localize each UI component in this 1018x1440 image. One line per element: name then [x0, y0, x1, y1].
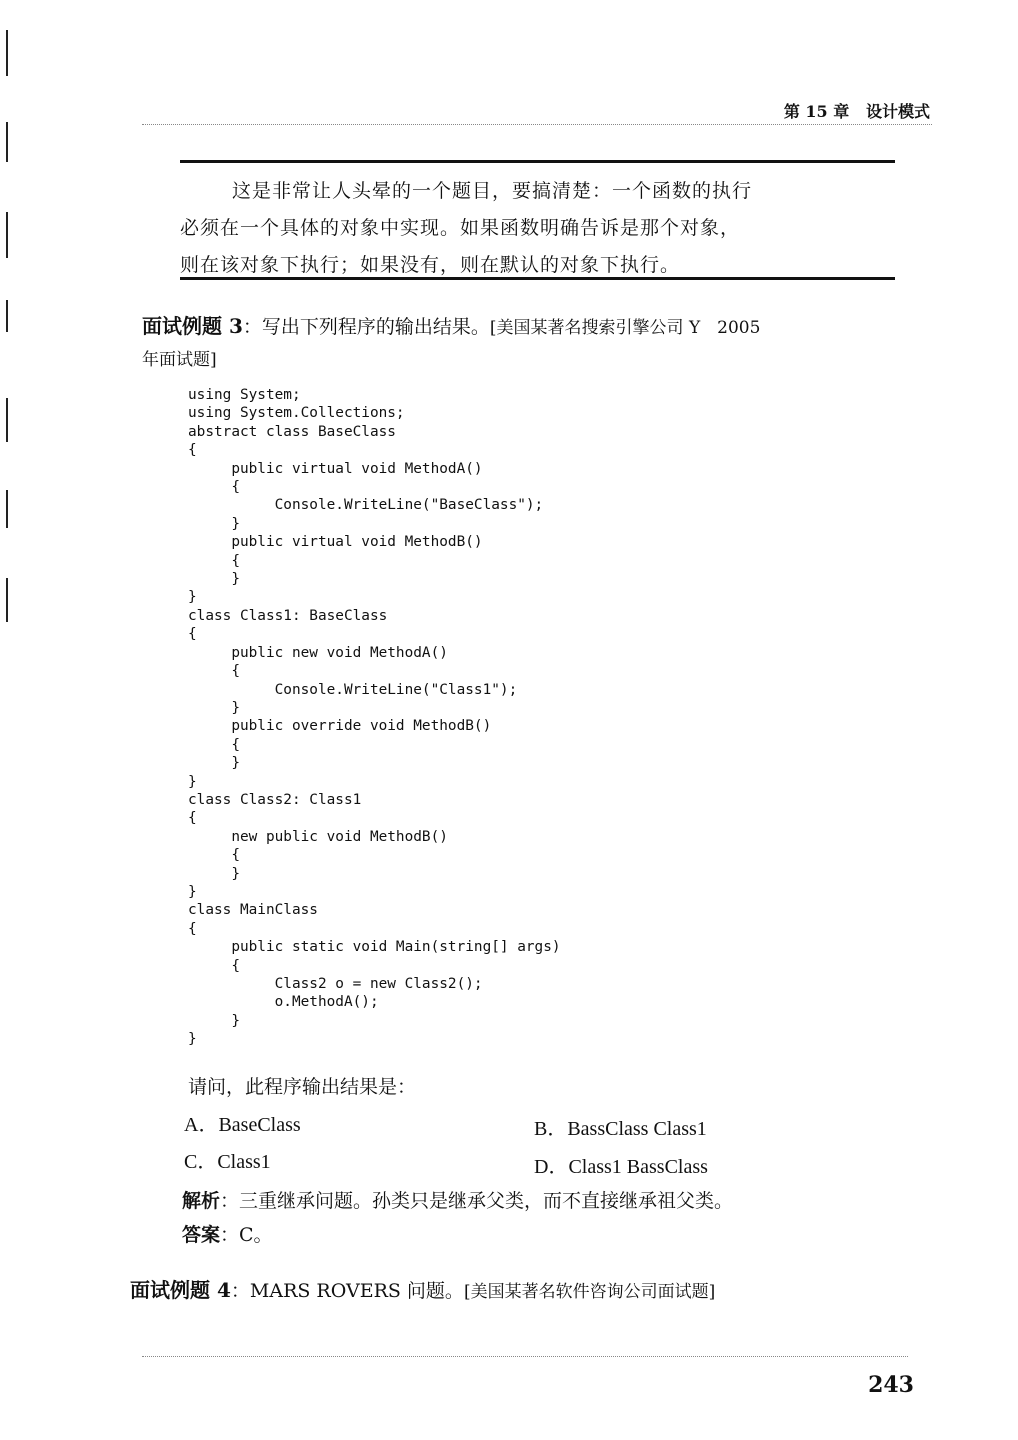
question-3-text: ：写出下列程序的输出结果。 [242, 316, 490, 338]
analysis [182, 1186, 733, 1213]
note-box [180, 160, 895, 280]
code-listing: using System; using System.Collections; abstract class BaseClass { public virtual void MethodA() { Console.WriteLine("BaseClass"); } public virtual void MethodB() { } } class Class1: BaseClass { public new void MethodA() { Console.WriteLine("Class1"); } public override void MethodB() { } } class Class2: Class1 { new public void MethodB() { } } class MainClass { public static void Main(string[] args) { Class2 o = new Class2(); o.MethodA(); } } [188, 387, 561, 1048]
option-c: C．Class1 [184, 1151, 271, 1173]
scan-edge-mark [6, 30, 8, 76]
note-top-rule [180, 160, 895, 163]
note-line-2: 必须在一个具体的对象中实现。如果函数明确告诉是那个对象， [180, 217, 741, 239]
question-4-source: [美国某著名软件咨询公司面试题] [463, 1282, 716, 1302]
chapter-number: 第 15 章 [783, 102, 850, 121]
note-line-1: 这是非常让人头晕的一个题目，要搞清楚：一个函数的执行 [232, 180, 753, 202]
question-4-label: 面试例题 4 [130, 1278, 231, 1302]
note-line-3: 则在该对象下执行；如果没有，则在默认的对象下执行。 [180, 254, 681, 276]
scan-edge-mark [6, 578, 8, 622]
option-d: D．Class1 BassClass [534, 1156, 708, 1178]
header-rule [142, 124, 932, 125]
footer-rule [142, 1356, 908, 1357]
question-3-source-cont: 年面试题] [142, 350, 217, 370]
question-3-source: [美国某著名搜索引擎公司 Y 2005 [489, 318, 761, 338]
question-3-heading [142, 310, 760, 339]
scan-edge-mark [6, 398, 8, 442]
option-a: A．BaseClass [184, 1114, 301, 1136]
answer [182, 1220, 273, 1247]
note-bottom-rule [180, 277, 895, 280]
analysis-text: ：三重继承问题。孙类只是继承父类，而不直接继承祖父类。 [220, 1190, 734, 1212]
scan-edge-mark [6, 300, 8, 332]
answer-text: ：C。 [220, 1224, 273, 1246]
scan-edge-mark [6, 490, 8, 528]
question-prompt: 请问，此程序输出结果是： [188, 1076, 417, 1098]
analysis-label: 解析 [182, 1190, 221, 1212]
running-header [784, 99, 930, 122]
scan-edge-mark [6, 122, 8, 162]
question-4-text: ：MARS ROVERS 问题。 [230, 1280, 464, 1302]
chapter-title: 设计模式 [865, 102, 930, 121]
scan-edge-mark [6, 212, 8, 258]
question-3-label: 面试例题 3 [142, 314, 243, 338]
page-number: 243 [868, 1372, 914, 1398]
option-b: B．BassClass Class1 [534, 1118, 707, 1140]
answer-label: 答案 [182, 1224, 221, 1246]
question-4-heading [130, 1274, 715, 1303]
